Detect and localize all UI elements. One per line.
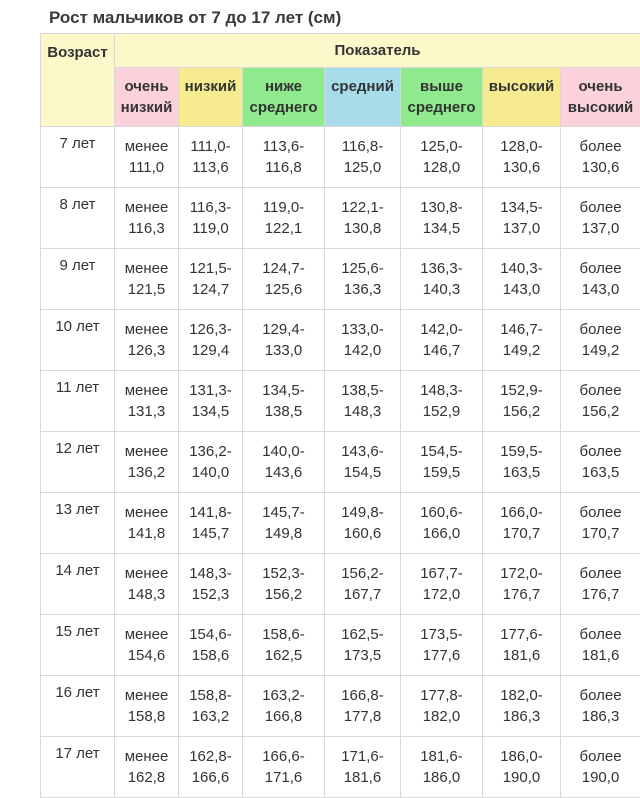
category-label-line2: высокий: [561, 97, 640, 118]
value-line-top: менее: [115, 136, 178, 157]
category-label-line1: высокий: [483, 76, 560, 97]
value-line-bottom: 145,7: [179, 523, 242, 544]
table-row: [41, 737, 640, 798]
value-line-bottom: 177,6: [401, 645, 482, 666]
value-line-bottom: 137,0: [483, 218, 560, 239]
table-row: [41, 188, 640, 249]
value-line-bottom: 149,2: [483, 340, 560, 361]
value-line-bottom: 129,4: [179, 340, 242, 361]
value-cell: [115, 188, 179, 249]
value-cell: [325, 249, 401, 310]
value-line-top: 146,7-: [483, 319, 560, 340]
value-line-bottom: 148,3: [325, 401, 400, 422]
table-row: [41, 310, 640, 371]
value-cell: [243, 249, 325, 310]
category-label-line1: выше: [401, 76, 482, 97]
value-cell: [243, 554, 325, 615]
table-row: [41, 432, 640, 493]
value-cell: [243, 432, 325, 493]
age-cell: 7 лет: [41, 127, 115, 188]
value-line-bottom: 136,3: [325, 279, 400, 300]
value-line-top: 173,5-: [401, 624, 482, 645]
value-cell: [483, 676, 561, 737]
value-line-top: более: [561, 136, 640, 157]
table-row: [41, 676, 640, 737]
value-line-top: более: [561, 380, 640, 401]
category-label-line2: [325, 97, 400, 118]
value-line-bottom: 166,0: [401, 523, 482, 544]
value-cell: [325, 737, 401, 798]
value-cell: [179, 737, 243, 798]
value-line-bottom: 143,6: [243, 462, 324, 483]
value-line-top: 158,6-: [243, 624, 324, 645]
value-line-bottom: 176,7: [483, 584, 560, 605]
value-cell: [179, 188, 243, 249]
value-cell: [483, 432, 561, 493]
value-line-top: 145,7-: [243, 502, 324, 523]
value-line-bottom: 177,8: [325, 706, 400, 727]
category-label-line1: низкий: [179, 76, 242, 97]
age-cell: 11 лет: [41, 371, 115, 432]
value-line-top: менее: [115, 563, 178, 584]
value-line-top: 171,6-: [325, 746, 400, 767]
value-line-top: 177,8-: [401, 685, 482, 706]
value-line-top: 119,0-: [243, 197, 324, 218]
table-row: [41, 127, 640, 188]
age-cell: 14 лет: [41, 554, 115, 615]
value-line-top: 154,6-: [179, 624, 242, 645]
value-cell: [179, 371, 243, 432]
value-line-bottom: 170,7: [561, 523, 640, 544]
value-line-bottom: 190,0: [561, 767, 640, 788]
value-line-top: менее: [115, 624, 178, 645]
value-cell: [115, 554, 179, 615]
value-cell: [561, 493, 640, 554]
value-line-top: менее: [115, 746, 178, 767]
table-row: [41, 615, 640, 676]
value-line-bottom: 163,5: [483, 462, 560, 483]
value-line-top: 138,5-: [325, 380, 400, 401]
value-line-top: 156,2-: [325, 563, 400, 584]
value-line-top: 126,3-: [179, 319, 242, 340]
value-line-top: 129,4-: [243, 319, 324, 340]
value-cell: [179, 676, 243, 737]
value-cell: [401, 493, 483, 554]
value-line-top: 152,3-: [243, 563, 324, 584]
value-line-bottom: 156,2: [243, 584, 324, 605]
age-cell: 13 лет: [41, 493, 115, 554]
value-line-bottom: 116,8: [243, 157, 324, 178]
value-cell: [243, 310, 325, 371]
value-line-top: 160,6-: [401, 502, 482, 523]
value-cell: [243, 493, 325, 554]
value-line-top: 136,2-: [179, 441, 242, 462]
value-line-bottom: 181,6: [483, 645, 560, 666]
category-label-line2: среднего: [243, 97, 324, 118]
value-line-bottom: 173,5: [325, 645, 400, 666]
value-cell: [179, 615, 243, 676]
value-line-bottom: 137,0: [561, 218, 640, 239]
value-cell: [325, 493, 401, 554]
value-cell: [483, 737, 561, 798]
value-cell: [483, 615, 561, 676]
value-cell: [401, 737, 483, 798]
value-line-top: 162,8-: [179, 746, 242, 767]
category-label-line2: низкий: [115, 97, 178, 118]
value-cell: [561, 432, 640, 493]
value-cell: [243, 615, 325, 676]
value-line-top: 134,5-: [483, 197, 560, 218]
value-cell: [115, 127, 179, 188]
value-cell: [243, 676, 325, 737]
category-header: [401, 68, 483, 127]
value-cell: [325, 310, 401, 371]
value-line-top: 136,3-: [401, 258, 482, 279]
value-cell: [401, 188, 483, 249]
value-line-top: 131,3-: [179, 380, 242, 401]
value-cell: [179, 249, 243, 310]
value-line-bottom: 190,0: [483, 767, 560, 788]
value-line-bottom: 128,0: [401, 157, 482, 178]
value-line-bottom: 136,2: [115, 462, 178, 483]
value-cell: [401, 127, 483, 188]
value-line-bottom: 138,5: [243, 401, 324, 422]
value-cell: [179, 493, 243, 554]
value-line-bottom: 186,0: [401, 767, 482, 788]
value-line-bottom: 149,8: [243, 523, 324, 544]
value-line-top: 133,0-: [325, 319, 400, 340]
value-line-bottom: 134,5: [401, 218, 482, 239]
value-line-top: 154,5-: [401, 441, 482, 462]
value-cell: [483, 188, 561, 249]
value-line-bottom: 152,9: [401, 401, 482, 422]
value-line-bottom: 163,5: [561, 462, 640, 483]
value-line-bottom: 122,1: [243, 218, 324, 239]
value-line-top: 158,8-: [179, 685, 242, 706]
value-line-bottom: 111,0: [115, 157, 178, 178]
value-line-top: 111,0-: [179, 136, 242, 157]
value-cell: [179, 432, 243, 493]
value-cell: [115, 737, 179, 798]
value-cell: [561, 249, 640, 310]
value-line-top: 140,3-: [483, 258, 560, 279]
value-line-top: 152,9-: [483, 380, 560, 401]
value-line-bottom: 130,8: [325, 218, 400, 239]
value-line-bottom: 140,0: [179, 462, 242, 483]
value-line-bottom: 125,0: [325, 157, 400, 178]
value-line-top: 166,8-: [325, 685, 400, 706]
value-line-top: менее: [115, 258, 178, 279]
category-label-line2: [179, 97, 242, 118]
value-line-top: более: [561, 502, 640, 523]
value-cell: [401, 249, 483, 310]
value-line-bottom: 186,3: [561, 706, 640, 727]
category-label-line1: ниже: [243, 76, 324, 97]
value-cell: [561, 127, 640, 188]
value-line-bottom: 116,3: [115, 218, 178, 239]
value-line-top: 130,8-: [401, 197, 482, 218]
category-label-line1: средний: [325, 76, 400, 97]
value-line-bottom: 166,8: [243, 706, 324, 727]
value-cell: [115, 493, 179, 554]
table-row: [41, 493, 640, 554]
value-line-top: 121,5-: [179, 258, 242, 279]
value-line-bottom: 152,3: [179, 584, 242, 605]
value-line-bottom: 167,7: [325, 584, 400, 605]
category-label-line1: очень: [561, 76, 640, 97]
page-title: Рост мальчиков от 7 до 17 лет (см): [49, 8, 341, 28]
value-line-top: 143,6-: [325, 441, 400, 462]
value-cell: [115, 371, 179, 432]
value-cell: [561, 554, 640, 615]
value-line-bottom: 181,6: [325, 767, 400, 788]
value-line-bottom: 181,6: [561, 645, 640, 666]
value-line-bottom: 171,6: [243, 767, 324, 788]
value-line-bottom: 170,7: [483, 523, 560, 544]
value-cell: [561, 737, 640, 798]
value-cell: [561, 615, 640, 676]
value-cell: [483, 554, 561, 615]
value-cell: [561, 310, 640, 371]
value-cell: [483, 371, 561, 432]
value-cell: [561, 676, 640, 737]
value-line-top: 149,8-: [325, 502, 400, 523]
value-line-top: 134,5-: [243, 380, 324, 401]
value-line-bottom: 166,6: [179, 767, 242, 788]
value-line-top: 148,3-: [179, 563, 242, 584]
value-line-bottom: 125,6: [243, 279, 324, 300]
value-line-top: 172,0-: [483, 563, 560, 584]
value-cell: [561, 188, 640, 249]
value-cell: [401, 371, 483, 432]
value-line-bottom: 176,7: [561, 584, 640, 605]
value-cell: [483, 493, 561, 554]
value-line-bottom: 148,3: [115, 584, 178, 605]
value-cell: [115, 676, 179, 737]
value-cell: [483, 310, 561, 371]
value-line-bottom: 126,3: [115, 340, 178, 361]
age-cell: 12 лет: [41, 432, 115, 493]
value-cell: [325, 615, 401, 676]
age-cell: 16 лет: [41, 676, 115, 737]
value-line-top: менее: [115, 319, 178, 340]
value-cell: [115, 432, 179, 493]
category-label-line2: среднего: [401, 97, 482, 118]
value-line-bottom: 154,6: [115, 645, 178, 666]
value-line-top: 166,6-: [243, 746, 324, 767]
value-line-bottom: 172,0: [401, 584, 482, 605]
value-line-top: 177,6-: [483, 624, 560, 645]
value-cell: [115, 249, 179, 310]
value-line-bottom: 156,2: [561, 401, 640, 422]
value-line-bottom: 158,8: [115, 706, 178, 727]
value-cell: [325, 554, 401, 615]
table-row: [41, 249, 640, 310]
value-line-top: более: [561, 441, 640, 462]
value-cell: [401, 615, 483, 676]
value-line-top: менее: [115, 502, 178, 523]
value-line-bottom: 134,5: [179, 401, 242, 422]
value-cell: [483, 249, 561, 310]
value-line-top: более: [561, 319, 640, 340]
value-line-bottom: 146,7: [401, 340, 482, 361]
value-line-bottom: 162,8: [115, 767, 178, 788]
age-header: Возраст: [41, 34, 115, 127]
value-line-top: 159,5-: [483, 441, 560, 462]
value-cell: [401, 676, 483, 737]
value-cell: [561, 371, 640, 432]
value-cell: [179, 127, 243, 188]
indicator-header: Показатель: [115, 34, 640, 68]
value-line-top: 166,0-: [483, 502, 560, 523]
category-header: [483, 68, 561, 127]
value-cell: [325, 432, 401, 493]
value-cell: [115, 615, 179, 676]
value-line-bottom: 130,6: [483, 157, 560, 178]
age-cell: 17 лет: [41, 737, 115, 798]
value-line-top: 162,5-: [325, 624, 400, 645]
value-line-top: 148,3-: [401, 380, 482, 401]
category-header: [115, 68, 179, 127]
age-cell: 8 лет: [41, 188, 115, 249]
table-row: [41, 554, 640, 615]
value-cell: [179, 554, 243, 615]
value-line-bottom: 143,0: [561, 279, 640, 300]
value-line-bottom: 131,3: [115, 401, 178, 422]
height-table: [40, 33, 640, 798]
value-line-top: 116,8-: [325, 136, 400, 157]
value-line-top: 116,3-: [179, 197, 242, 218]
value-line-bottom: 182,0: [401, 706, 482, 727]
age-cell: 15 лет: [41, 615, 115, 676]
value-line-top: менее: [115, 380, 178, 401]
value-line-bottom: 124,7: [179, 279, 242, 300]
value-line-bottom: 113,6: [179, 157, 242, 178]
value-line-bottom: 186,3: [483, 706, 560, 727]
value-line-top: 181,6-: [401, 746, 482, 767]
value-line-top: менее: [115, 441, 178, 462]
value-line-bottom: 133,0: [243, 340, 324, 361]
value-cell: [325, 188, 401, 249]
value-line-top: 140,0-: [243, 441, 324, 462]
value-line-top: 182,0-: [483, 685, 560, 706]
value-cell: [325, 127, 401, 188]
value-line-top: 163,2-: [243, 685, 324, 706]
value-line-top: более: [561, 685, 640, 706]
value-line-bottom: 163,2: [179, 706, 242, 727]
value-line-bottom: 143,0: [483, 279, 560, 300]
value-line-bottom: 130,6: [561, 157, 640, 178]
value-line-top: 142,0-: [401, 319, 482, 340]
value-cell: [179, 310, 243, 371]
value-line-top: 125,6-: [325, 258, 400, 279]
value-line-top: более: [561, 746, 640, 767]
value-cell: [401, 432, 483, 493]
category-label-line1: очень: [115, 76, 178, 97]
value-line-top: более: [561, 197, 640, 218]
value-line-bottom: 142,0: [325, 340, 400, 361]
category-header: [561, 68, 640, 127]
value-line-bottom: 156,2: [483, 401, 560, 422]
value-line-bottom: 119,0: [179, 218, 242, 239]
value-line-top: 141,8-: [179, 502, 242, 523]
value-line-bottom: 140,3: [401, 279, 482, 300]
value-line-top: 124,7-: [243, 258, 324, 279]
value-line-bottom: 162,5: [243, 645, 324, 666]
value-cell: [243, 737, 325, 798]
value-cell: [325, 371, 401, 432]
value-line-top: 113,6-: [243, 136, 324, 157]
value-line-bottom: 149,2: [561, 340, 640, 361]
category-header: [179, 68, 243, 127]
value-cell: [325, 676, 401, 737]
value-cell: [115, 310, 179, 371]
category-header: [325, 68, 401, 127]
value-cell: [243, 371, 325, 432]
value-line-top: 125,0-: [401, 136, 482, 157]
value-line-top: 128,0-: [483, 136, 560, 157]
value-cell: [243, 127, 325, 188]
value-line-top: менее: [115, 685, 178, 706]
value-line-bottom: 158,6: [179, 645, 242, 666]
value-line-top: более: [561, 258, 640, 279]
value-line-top: 186,0-: [483, 746, 560, 767]
value-line-top: более: [561, 624, 640, 645]
value-line-top: менее: [115, 197, 178, 218]
value-line-top: более: [561, 563, 640, 584]
category-label-line2: [483, 97, 560, 118]
age-cell: 10 лет: [41, 310, 115, 371]
value-line-bottom: 121,5: [115, 279, 178, 300]
age-cell: 9 лет: [41, 249, 115, 310]
value-line-bottom: 141,8: [115, 523, 178, 544]
table-row: [41, 371, 640, 432]
value-line-bottom: 159,5: [401, 462, 482, 483]
value-line-top: 167,7-: [401, 563, 482, 584]
value-cell: [401, 310, 483, 371]
value-cell: [243, 188, 325, 249]
value-line-bottom: 154,5: [325, 462, 400, 483]
value-cell: [483, 127, 561, 188]
value-line-bottom: 160,6: [325, 523, 400, 544]
value-cell: [401, 554, 483, 615]
category-header: [243, 68, 325, 127]
value-line-top: 122,1-: [325, 197, 400, 218]
